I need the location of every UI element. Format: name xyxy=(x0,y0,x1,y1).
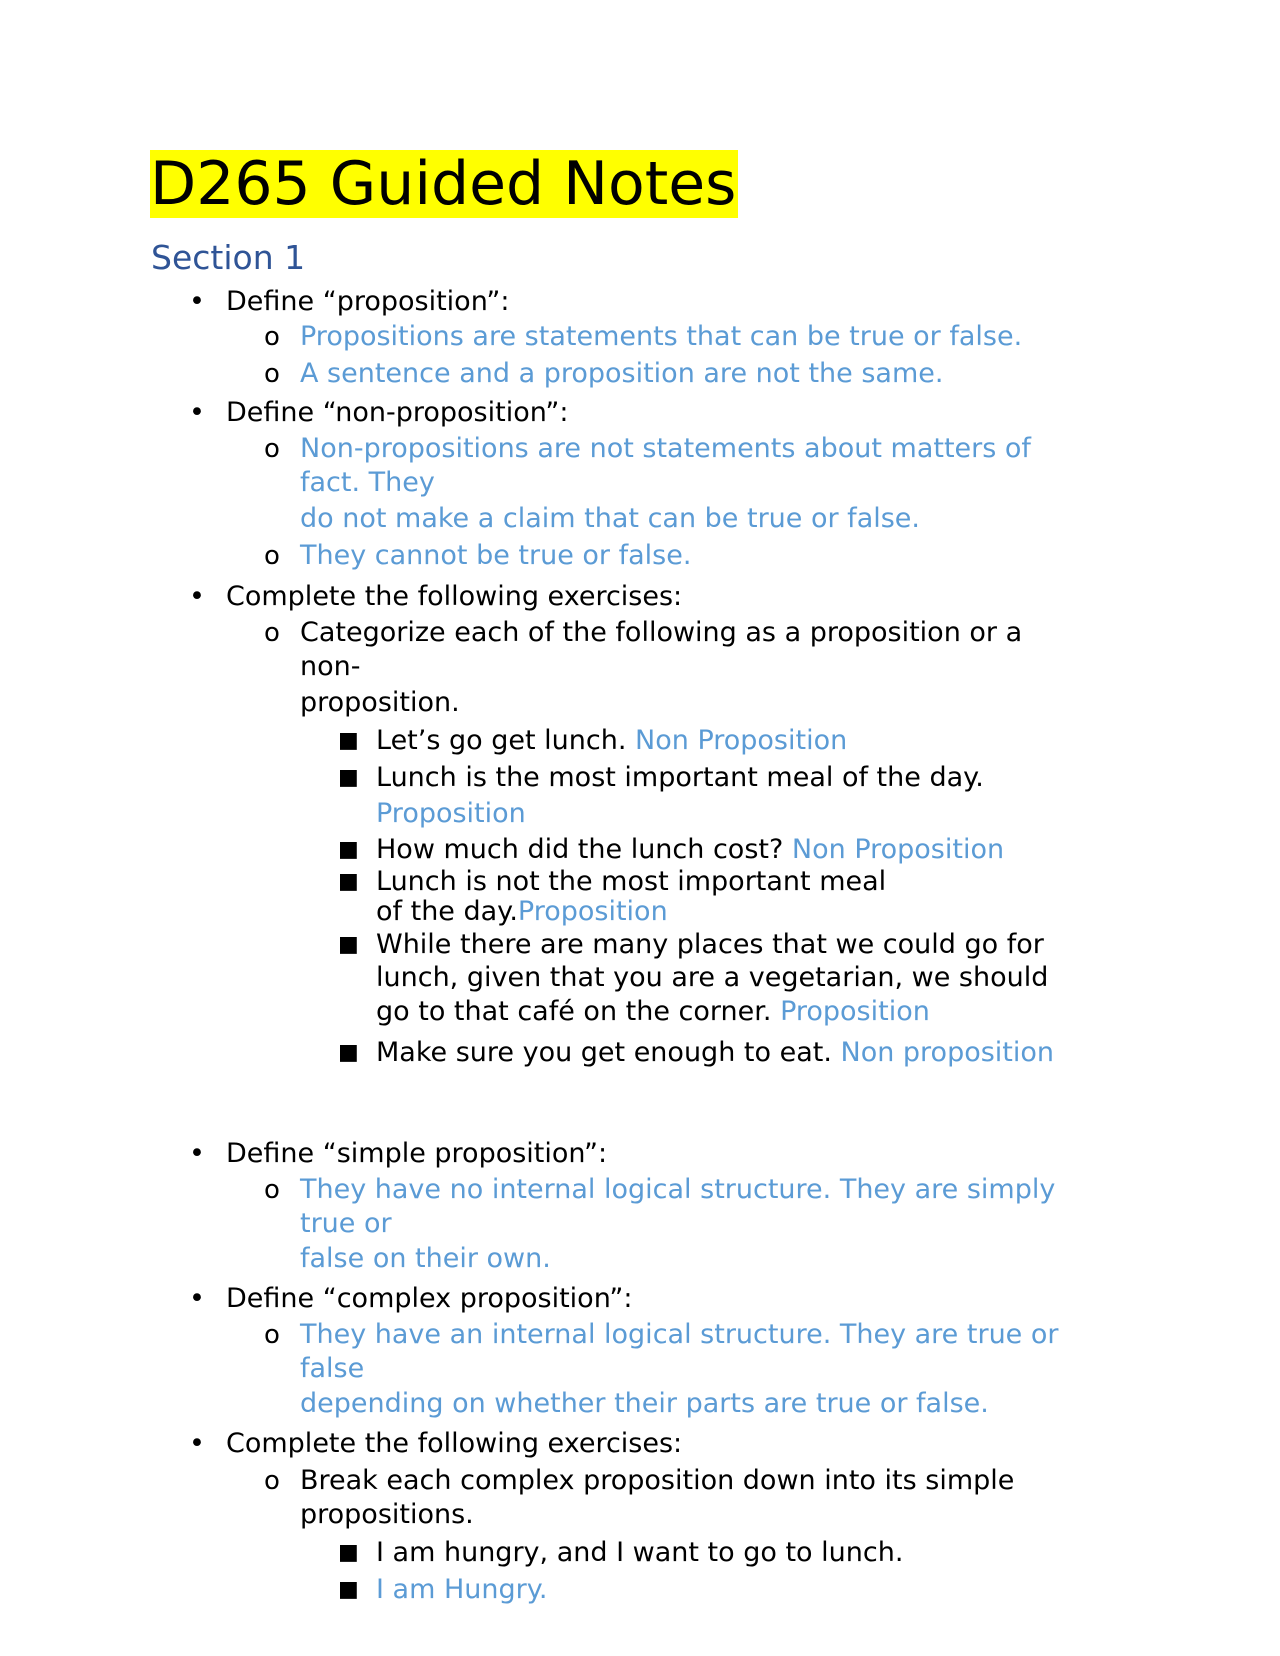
square-bullet-marker: ■ xyxy=(338,1040,359,1065)
sub-bullet-marker: o xyxy=(264,434,280,464)
proposition-answer-2: A sentence and a proposition are not the same. xyxy=(300,358,944,389)
sub-bullet-marker: o xyxy=(264,541,280,571)
exercise-item-text: go to that café on the corner. xyxy=(376,996,772,1027)
exercise-item-answer: Proposition xyxy=(780,996,930,1027)
square-bullet-marker: ■ xyxy=(338,1540,359,1565)
sub-bullet-marker: o xyxy=(264,1320,280,1350)
sub-bullet-marker: o xyxy=(264,1175,280,1205)
bullet-marker: • xyxy=(189,1283,205,1314)
exercises-2-instruction-line-1: Break each complex proposition down into its simple xyxy=(300,1465,1015,1496)
exercise-item-2-text: Lunch is the most important meal of the day. xyxy=(376,762,984,793)
exercise-2-answer-1: I am Hungry. xyxy=(376,1574,548,1605)
exercise-item-answer: Proposition xyxy=(517,896,668,927)
non-proposition-answer-line-2: fact. They xyxy=(300,467,435,498)
section-heading: Section 1 xyxy=(151,238,306,277)
exercise-item-4-line-2 xyxy=(376,895,668,929)
bullet-marker: • xyxy=(189,286,205,317)
exercises-1-label: Complete the following exercises: xyxy=(226,581,683,612)
bullet-marker: • xyxy=(189,1138,205,1169)
proposition-answer-1: Propositions are statements that can be true or false. xyxy=(300,321,1023,352)
square-bullet-marker: ■ xyxy=(338,932,359,957)
sub-bullet-marker: o xyxy=(264,1466,280,1496)
sub-bullet-marker: o xyxy=(264,359,280,389)
define-complex-label: Define “complex proposition”: xyxy=(226,1283,633,1314)
exercise-item-6 xyxy=(376,1036,1054,1070)
square-bullet-marker: ■ xyxy=(338,728,359,753)
simple-answer-line-2: true or xyxy=(300,1208,392,1239)
exercise-item-5-line-1: While there are many places that we could go for xyxy=(376,929,1044,960)
exercise-item-4-line-1: Lunch is not the most important meal xyxy=(376,866,887,897)
exercise-item-5-line-3 xyxy=(376,995,930,1029)
exercises-2-label: Complete the following exercises: xyxy=(226,1428,683,1459)
complex-answer-line-1: They have an internal logical structure. They are true or xyxy=(300,1319,1059,1350)
square-bullet-marker: ■ xyxy=(338,837,359,862)
bullet-marker: • xyxy=(189,1428,205,1459)
square-bullet-marker: ■ xyxy=(338,765,359,790)
exercises-1-instruction-line-2: non- xyxy=(300,651,361,682)
exercise-item-answer: Non proposition xyxy=(840,1037,1055,1068)
exercise-item-3 xyxy=(376,833,1004,867)
exercise-item-5-line-2: lunch, given that you are a vegetarian, we should xyxy=(376,962,1049,993)
exercises-1-instruction-line-1: Categorize each of the following as a proposition or a xyxy=(300,617,1023,648)
exercises-1-instruction-line-3: proposition. xyxy=(300,687,460,718)
exercise-item-1 xyxy=(376,724,847,758)
simple-answer-line-3: false on their own. xyxy=(300,1243,551,1274)
non-proposition-answer-2: They cannot be true or false. xyxy=(300,540,692,571)
exercise-item-text: How much did the lunch cost? xyxy=(376,834,784,865)
complex-answer-line-3: depending on whether their parts are true or false. xyxy=(300,1388,989,1419)
exercise-item-2-answer: Proposition xyxy=(376,798,526,829)
exercise-item-answer: Non Proposition xyxy=(791,834,1005,865)
define-non-proposition-label: Define “non-proposition”: xyxy=(226,397,569,428)
complex-answer-line-2: false xyxy=(300,1353,365,1384)
non-proposition-answer-line-1: Non-propositions are not statements about matters of xyxy=(300,433,1031,464)
non-proposition-answer-line-3: do not make a claim that can be true or false. xyxy=(300,503,920,534)
define-proposition-label: Define “proposition”: xyxy=(226,286,510,317)
exercises-2-instruction-line-2: propositions. xyxy=(300,1499,474,1530)
square-bullet-marker: ■ xyxy=(338,1577,359,1602)
square-bullet-marker: ■ xyxy=(338,869,359,894)
exercise-item-text: Make sure you get enough to eat. xyxy=(376,1037,832,1068)
bullet-marker: • xyxy=(189,581,205,612)
sub-bullet-marker: o xyxy=(264,618,280,648)
sub-bullet-marker: o xyxy=(264,322,280,352)
bullet-marker: • xyxy=(189,397,205,428)
exercise-item-text: of the day. xyxy=(376,896,518,927)
define-simple-label: Define “simple proposition”: xyxy=(226,1138,608,1169)
simple-answer-line-1: They have no internal logical structure. They are simply xyxy=(300,1174,1056,1205)
exercise-item-answer: Non Proposition xyxy=(635,725,848,756)
document-title: D265 Guided Notes xyxy=(150,149,737,219)
exercise-item-text: Let’s go get lunch. xyxy=(376,725,627,756)
exercise-2-item-1: I am hungry, and I want to go to lunch. xyxy=(376,1537,904,1568)
